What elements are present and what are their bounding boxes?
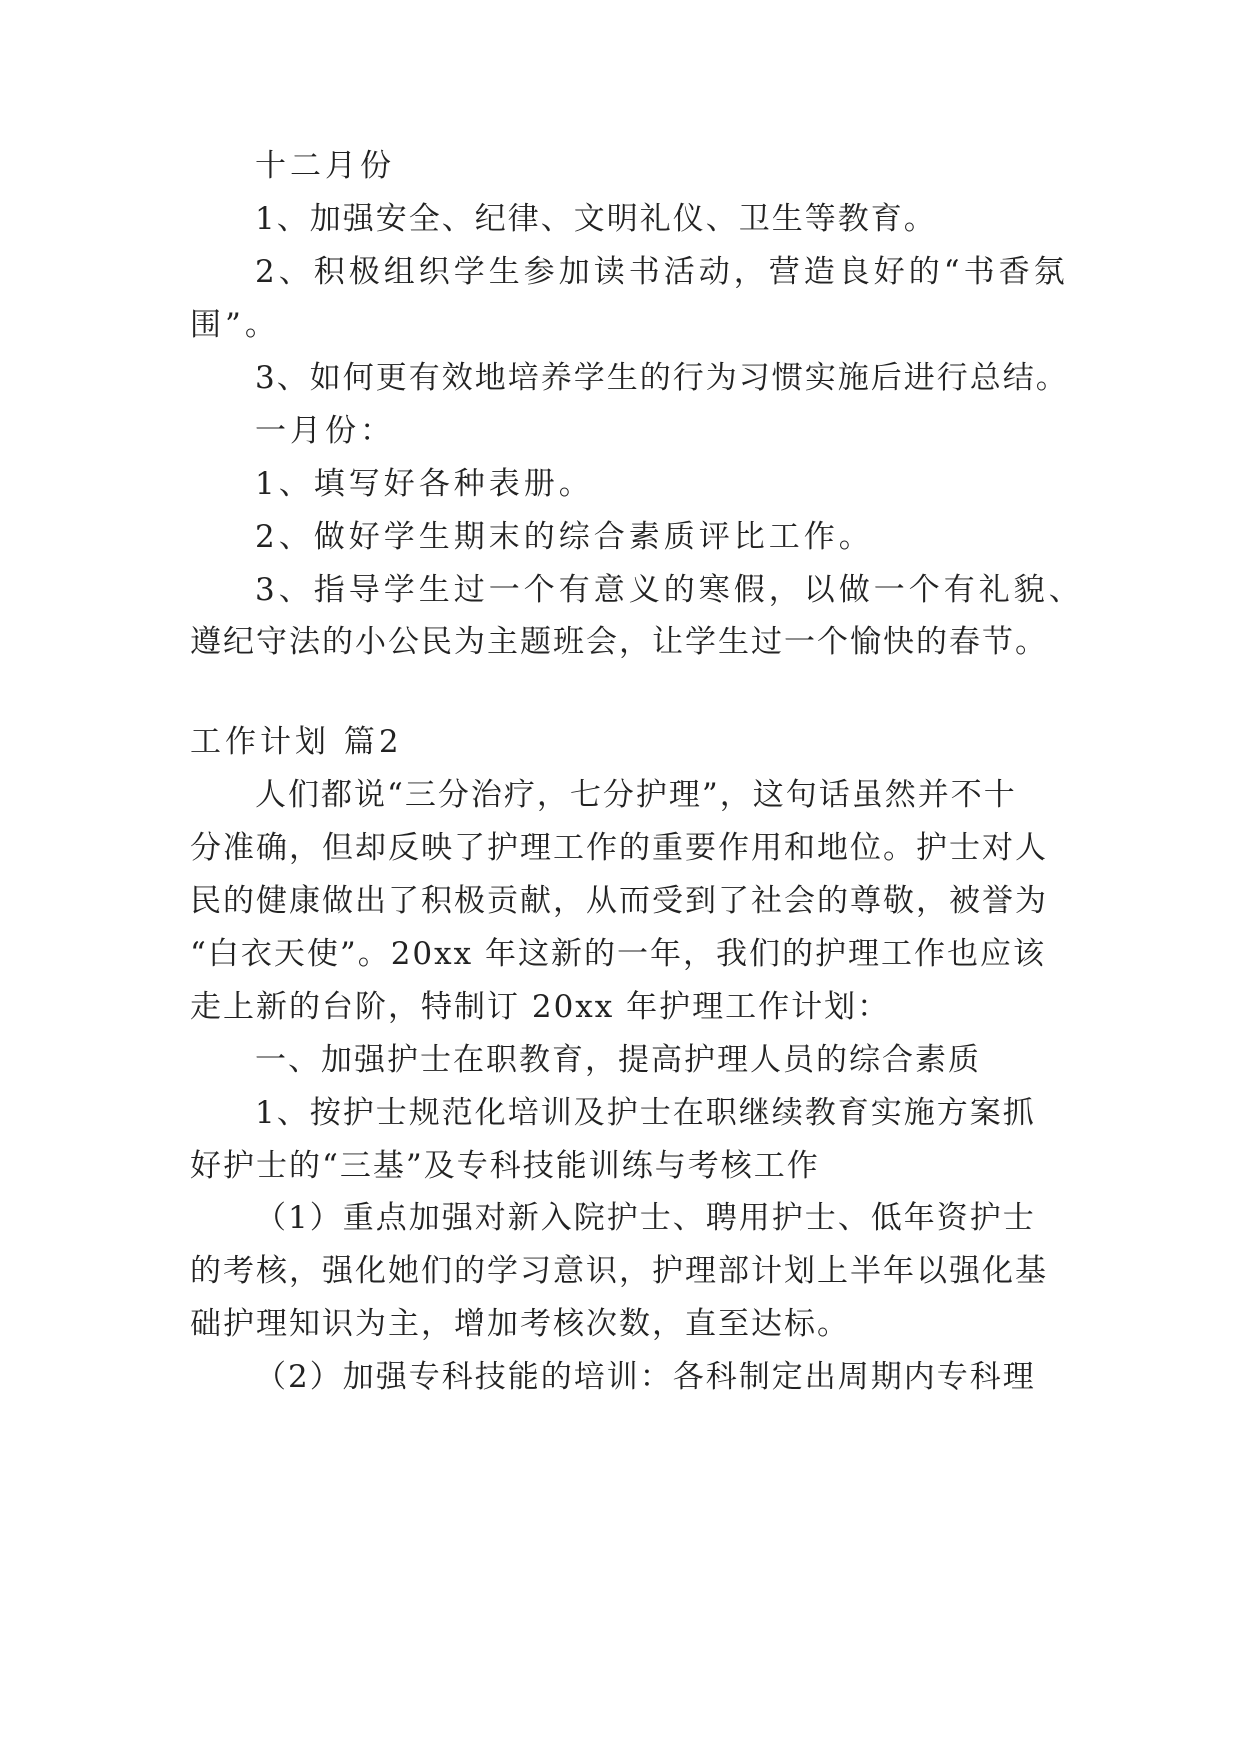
intro-line-5: 走上新的台阶，特制订 20xx 年护理工作计划： — [190, 989, 891, 1025]
december-item-2: 2、积极组织学生参加读书活动，营造良好的“书香氛 — [255, 254, 1069, 290]
january-item-2: 2、做好学生期末的综合素质评比工作。 — [255, 519, 874, 555]
january-item-1: 1、填写好各种表册。 — [255, 466, 594, 502]
sub-1-line-2: 的考核，强化她们的学习意识，护理部计划上半年以强化基 — [190, 1253, 1048, 1289]
intro-line-4: “白衣天使”。20xx 年这新的一年，我们的护理工作也应该 — [190, 936, 1046, 972]
december-item-2-continued: 围”。 — [190, 307, 280, 343]
sub-1-line-1: （1）重点加强对新入院护士、聘用护士、低年资护士 — [255, 1200, 1036, 1236]
item-1-line-1: 1、按护士规范化培训及护士在职继续教育实施方案抓 — [255, 1095, 1036, 1131]
january-heading: 一月份： — [255, 413, 395, 449]
january-item-3-continued: 遵纪守法的小公民为主题班会，让学生过一个愉快的春节。 — [190, 624, 1048, 660]
december-item-1: 1、加强安全、纪律、文明礼仪、卫生等教育。 — [255, 201, 937, 237]
january-item-3: 3、指导学生过一个有意义的寒假，以做一个有礼貌、 — [255, 572, 1084, 608]
december-item-3: 3、如何更有效地培养学生的行为习惯实施后进行总结。 — [255, 360, 1069, 396]
intro-line-3: 民的健康做出了积极贡献，从而受到了社会的尊敬，被誉为 — [190, 883, 1048, 919]
december-heading: 十二月份 — [255, 148, 395, 184]
sub-2-line-1: （2）加强专科技能的培训：各科制定出周期内专科理 — [255, 1359, 1036, 1395]
sub-1-line-3: 础护理知识为主，增加考核次数，直至达标。 — [190, 1306, 850, 1342]
heading-1: 一、加强护士在职教育，提高护理人员的综合素质 — [255, 1042, 981, 1078]
section-title: 工作计划 篇2 — [190, 724, 403, 760]
intro-line-2: 分准确，但却反映了护理工作的重要作用和地位。护士对人 — [190, 830, 1048, 866]
intro-line-1: 人们都说“三分治疗，七分护理”，这句话虽然并不十 — [255, 777, 1017, 813]
item-1-line-2: 好护士的“三基”及专科技能训练与考核工作 — [190, 1148, 820, 1184]
